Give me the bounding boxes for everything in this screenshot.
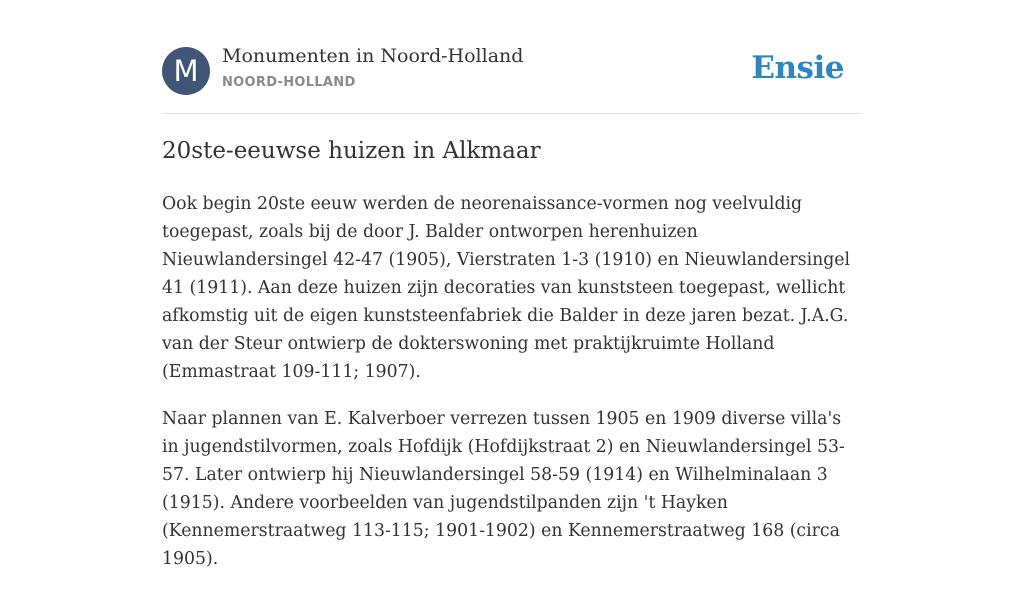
site-subtitle[interactable]: NOORD-HOLLAND [222,75,356,90]
article-body [162,190,862,592]
site-title[interactable]: Monumenten in Noord-Holland [222,45,524,67]
article-paragraph: Naar plannen van E. Kalverboer verrezen tussen 1905 en 1909 diverse villa's in jugendstilvormen, zoals Hofdijk (Hofdijkstraat 2) en Nieuwlandersingel 53-57. Later ontwierp hij Nieuwlandersingel 58-59 (1914) en Wilhelminalaan 3 (1915). Andere voorbeelden van jugendstilpanden zijn 't Hayken (Kennemerstraatweg 113-115; 1901-1902) en Kennemerstraatweg 168 (circa 1905). [162,409,845,569]
article-title: 20ste-eeuwse huizen in Alkmaar [162,138,541,164]
content-container [162,0,862,569]
avatar[interactable]: M [162,47,210,95]
header [162,0,862,114]
brand-logo[interactable]: Ensie [751,50,844,86]
article-paragraph: Ook begin 20ste eeuw werden de neorenaissance-vormen nog veelvuldig toegepast, zoals bij de door J. Balder ontworpen herenhuizen Nieuwlandersingel 42-47 (1905), Vierstraten 1-3 (1910) en Nieuwlandersingel 41 (1911). Aan deze huizen zijn decoraties van kunststeen toegepast, wellicht afkomstig uit de eigen kunststeenfabriek die Balder in deze jaren bezat. J.A.G. van der Steur ontwierp de dokterswoning met praktijkruimte Holland (Emmastraat 109-111; 1907). [162,194,851,382]
